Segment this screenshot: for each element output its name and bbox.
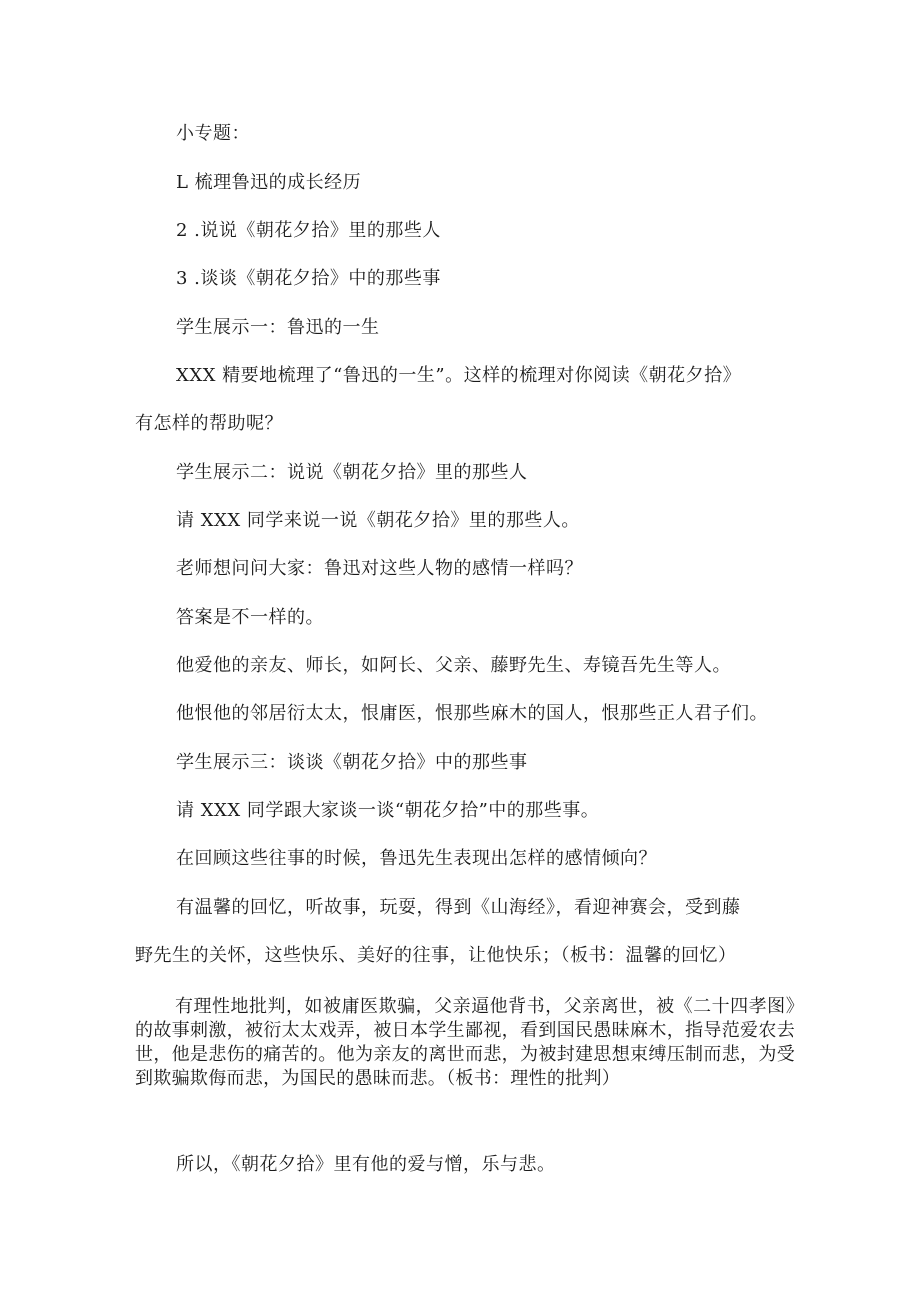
paragraph-line: 请 XXX 同学来说一说《朝花夕拾》里的那些人。 <box>176 510 580 531</box>
paragraph-line: 他恨他的邻居衍太太，恨庸医，恨那些麻木的国人，恨那些正人君子们。 <box>176 703 768 724</box>
paragraph-line: XXX 精要地梳理了“鲁迅的一生”。这样的梳理对你阅读《朝花夕拾》 <box>176 365 742 386</box>
critique-paragraph: 有理性地批判，如被庸医欺骗，父亲逼他背书，父亲离世，被《二十四孝图》的故事刺激，被衍太太戏弄，被日本学生鄙视，看到国民愚昧麻木，指导范爱农去世，他是悲伤的痛苦的。他为亲友的离世而悲，为被封建思想束缚压制而悲，为受到欺骗欺侮而悲，为国民的愚昧而悲。（板书：理性的批判） <box>135 996 795 1089</box>
paragraph-line: 请 XXX 同学跟大家谈一谈“朝花夕拾”中的那些事。 <box>176 800 600 821</box>
section-heading: 小专题： <box>176 123 250 144</box>
student-showcase-2-heading: 学生展示二：说说《朝花夕拾》里的那些人 <box>176 462 528 483</box>
paragraph-line: 老师想问问大家：鲁迅对这些人物的感情一样吗？ <box>176 558 583 579</box>
paragraph-line: 有温馨的回忆，听故事，玩耍，得到《山海经》，看迎神赛会，受到藤 <box>176 897 741 918</box>
topic-item-2: 2 .说说《朝花夕拾》里的那些人 <box>176 220 441 241</box>
topic-item-1: L 梳理鲁迅的成长经历 <box>176 172 362 193</box>
student-showcase-3-heading: 学生展示三：谈谈《朝花夕拾》中的那些事 <box>176 752 528 773</box>
paragraph-line: 在回顾这些往事的时候，鲁迅先生表现出怎样的感情倾向？ <box>176 848 657 869</box>
paragraph-line: 有怎样的帮助呢？ <box>135 413 283 434</box>
closing-paragraph: 所以，《朝花夕拾》里有他的爱与憎，乐与悲。 <box>176 1154 556 1175</box>
paragraph-line: 他爱他的亲友、师长，如阿长、父亲、藤野先生、寿镜吾先生等人。 <box>176 655 731 676</box>
student-showcase-1-heading: 学生展示一：鲁迅的一生 <box>176 317 380 338</box>
paragraph-line: 答案是不一样的。 <box>176 607 324 628</box>
paragraph-line: 野先生的关怀，这些快乐、美好的往事，让他快乐；（板书：温馨的回忆） <box>135 945 737 966</box>
topic-item-3: 3 .谈谈《朝花夕拾》中的那些事 <box>176 268 441 289</box>
